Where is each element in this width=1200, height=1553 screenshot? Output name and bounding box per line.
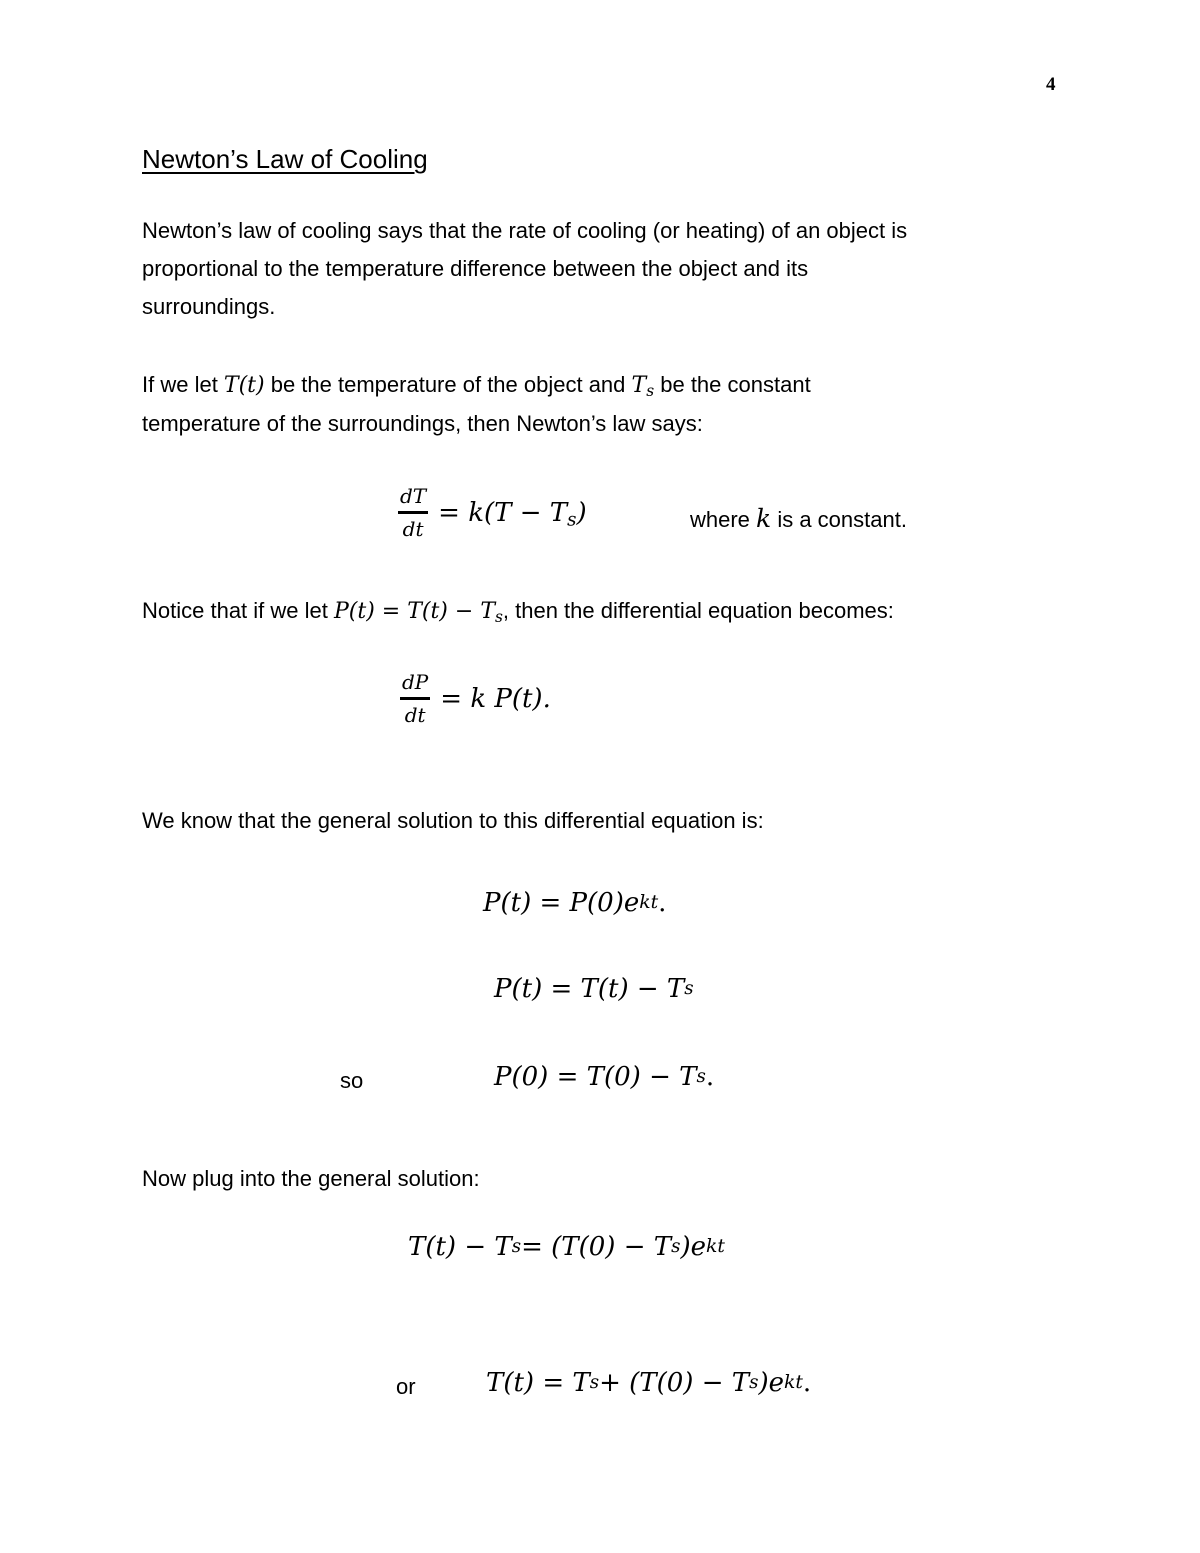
math-run: P(0) = T(0) − T	[494, 1062, 697, 1092]
inline-math-Ts	[632, 373, 655, 398]
math-symbol: T	[631, 373, 647, 398]
intro-line-1: Newton’s law of cooling says that the rate of cooling (or heating) of an object is	[142, 218, 908, 243]
math-run: T(t) = T	[486, 1368, 590, 1398]
math-run: )	[576, 497, 587, 528]
plug-paragraph: Now plug into the general solution:	[142, 1166, 480, 1191]
equation-substituted: T(t) − T s = (T(0) − T s )e kt	[408, 1232, 725, 1262]
inline-math-P-definition	[334, 599, 503, 624]
math-run: + (T(0) − T	[599, 1368, 750, 1398]
math-run: P(t) = T(t) − T	[494, 974, 685, 1004]
intro-paragraph	[142, 212, 907, 326]
equation-newton-law	[398, 484, 587, 541]
label-or: or	[396, 1374, 416, 1399]
page-number: 4	[1046, 74, 1056, 95]
text-run: Notice that if we let	[142, 598, 334, 623]
inline-math-T-of-t: T(t)	[223, 373, 265, 398]
equation-dP-dt	[400, 670, 551, 727]
general-solution-paragraph: We know that the general solution to this differential equation is:	[142, 808, 764, 833]
equation-general-solution: P(t) = P(0)e kt .	[483, 888, 667, 918]
fraction-numerator: dT	[398, 484, 428, 514]
math-run: = k(T − T	[438, 497, 568, 528]
fraction-denominator: dt	[404, 703, 426, 727]
equation-rhs	[438, 497, 587, 531]
math-subscript: s	[495, 607, 503, 626]
fraction-numerator: dP	[400, 670, 430, 700]
text-run: , then the differential equation becomes:	[502, 598, 894, 623]
notice-paragraph	[142, 592, 894, 631]
math-run: = (T(0) − T	[521, 1232, 672, 1262]
page-title: Newton’s Law of Cooling	[142, 144, 428, 174]
math-run: P(t) = P(0)e	[483, 888, 640, 918]
fraction-denominator: dt	[402, 517, 424, 541]
definition-line-1	[142, 366, 811, 405]
math-run: )e	[758, 1368, 784, 1398]
math-run: .	[705, 1062, 715, 1092]
equation-final-solution: T(t) = T s + (T(0) − T s )e kt .	[486, 1368, 812, 1398]
definition-paragraph	[142, 366, 811, 443]
text-run: be the constant	[654, 372, 811, 397]
definition-line-2: temperature of the surroundings, then Newton’s law says:	[142, 411, 703, 436]
inline-math-k: k	[756, 504, 772, 533]
intro-line-3: surroundings.	[142, 294, 276, 319]
equation-rhs: = k P(t).	[440, 683, 551, 714]
math-subscript: s	[646, 381, 655, 400]
fraction-dT-dt	[398, 484, 428, 541]
label-so: so	[340, 1068, 364, 1093]
equation-initial-value: P(0) = T(0) − T s .	[494, 1062, 715, 1092]
fraction-dP-dt	[400, 670, 430, 727]
text-run: If we let	[142, 372, 224, 397]
math-run: .	[802, 1368, 812, 1398]
text-run: where	[690, 507, 757, 532]
equation-P-definition: P(t) = T(t) − T s	[494, 974, 694, 1004]
math-run: .	[658, 888, 667, 918]
text-run: is a constant.	[771, 507, 907, 532]
math-run: )e	[680, 1232, 706, 1262]
math-run: T(t) − T	[408, 1232, 512, 1262]
math-run: P(t) = T(t) − T	[333, 599, 495, 624]
intro-line-2: proportional to the temperature difference between the object and its	[142, 256, 809, 281]
constant-note	[690, 504, 907, 533]
math-subscript: s	[567, 509, 577, 531]
text-run: be the temperature of the object and	[264, 372, 632, 397]
